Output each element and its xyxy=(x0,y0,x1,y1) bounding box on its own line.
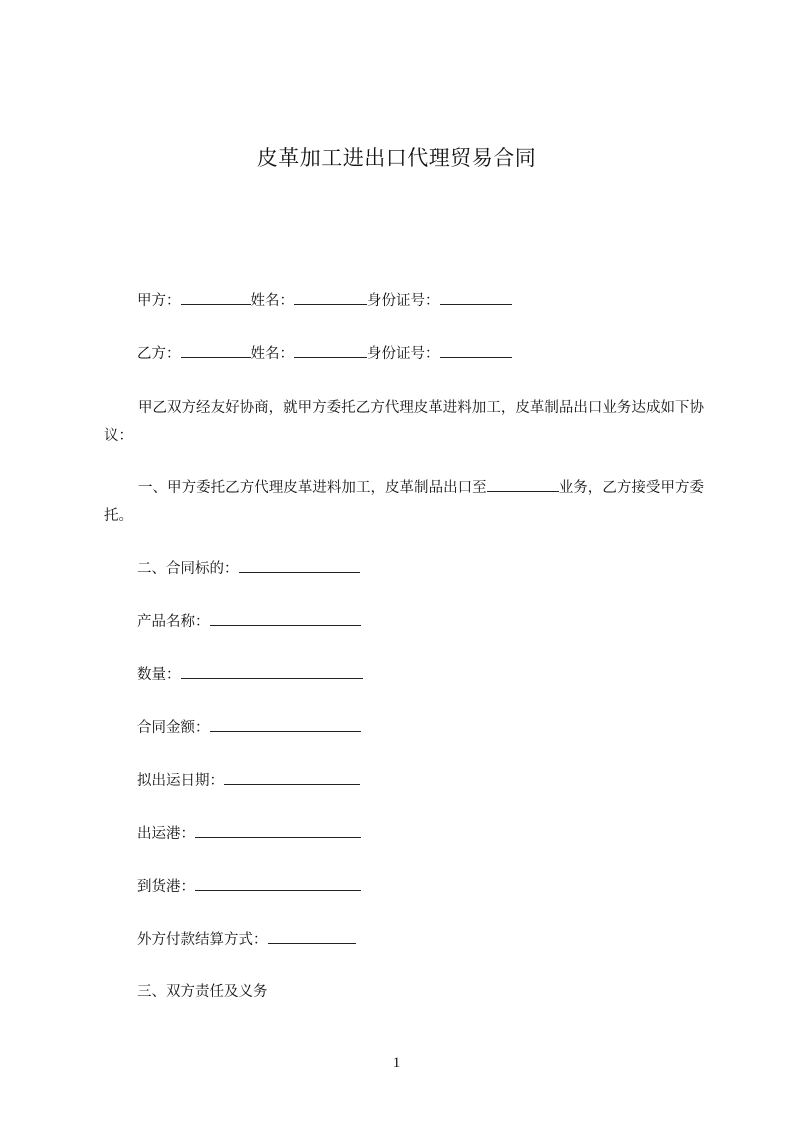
clause-2-heading-line xyxy=(137,558,360,579)
quantity-blank xyxy=(181,664,363,679)
intro-paragraph: 甲乙双方经友好协商，就甲方委托乙方代理皮革进料加工，皮革制品出口业务达成如下协议： xyxy=(104,400,704,444)
clause-1-text-after: 业务，乙方接受甲方委托。 xyxy=(104,480,705,524)
party-b-line xyxy=(137,343,512,364)
port-of-destination-blank xyxy=(195,876,361,891)
clause-2-heading: 二、合同标的： xyxy=(137,561,239,577)
port-of-loading-blank xyxy=(195,823,361,838)
contract-subject-blank xyxy=(239,558,360,573)
page-number: 1 xyxy=(392,1055,401,1071)
product-name-label: 产品名称： xyxy=(137,614,210,630)
party-a-line xyxy=(137,290,512,311)
contract-amount-label: 合同金额： xyxy=(137,720,210,736)
quantity-label: 数量： xyxy=(137,667,181,683)
payment-method-line xyxy=(137,929,356,950)
party-b-name-blank xyxy=(294,343,367,358)
party-a-blank xyxy=(181,290,251,305)
clause-1-paragraph xyxy=(104,474,704,530)
ship-date-blank xyxy=(224,770,360,785)
port-of-destination-label: 到货港： xyxy=(137,879,195,895)
ship-date-line xyxy=(137,770,360,791)
port-of-loading-label: 出运港： xyxy=(137,826,195,842)
port-of-destination-line xyxy=(137,876,361,897)
ship-date-label: 拟出运日期： xyxy=(137,773,224,789)
party-b-id-label: 身份证号： xyxy=(367,346,440,362)
product-name-line xyxy=(137,611,361,632)
party-b-label: 乙方： xyxy=(137,346,181,362)
party-a-id-label: 身份证号： xyxy=(367,293,440,309)
contract-amount-blank xyxy=(210,717,361,732)
clause-3-heading: 三、双方责任及义务 xyxy=(137,984,268,1000)
port-of-loading-line xyxy=(137,823,361,844)
party-a-name-label: 姓名： xyxy=(250,293,294,309)
party-b-name-label: 姓名： xyxy=(250,346,294,362)
party-a-id-blank xyxy=(440,290,512,305)
clause-1-destination-blank xyxy=(487,477,559,492)
clause-1-text-before: 一、甲方委托乙方代理皮革进料加工，皮革制品出口至 xyxy=(138,480,487,496)
party-a-name-blank xyxy=(294,290,367,305)
party-b-blank xyxy=(181,343,251,358)
product-name-blank xyxy=(210,611,361,626)
quantity-line xyxy=(137,664,363,685)
party-a-label: 甲方： xyxy=(137,293,181,309)
payment-method-blank xyxy=(268,929,356,944)
document-title: 皮革加工进出口代理贸易合同 xyxy=(256,146,537,170)
party-b-id-blank xyxy=(440,343,512,358)
payment-method-label: 外方付款结算方式： xyxy=(137,932,268,948)
contract-amount-line xyxy=(137,717,361,738)
